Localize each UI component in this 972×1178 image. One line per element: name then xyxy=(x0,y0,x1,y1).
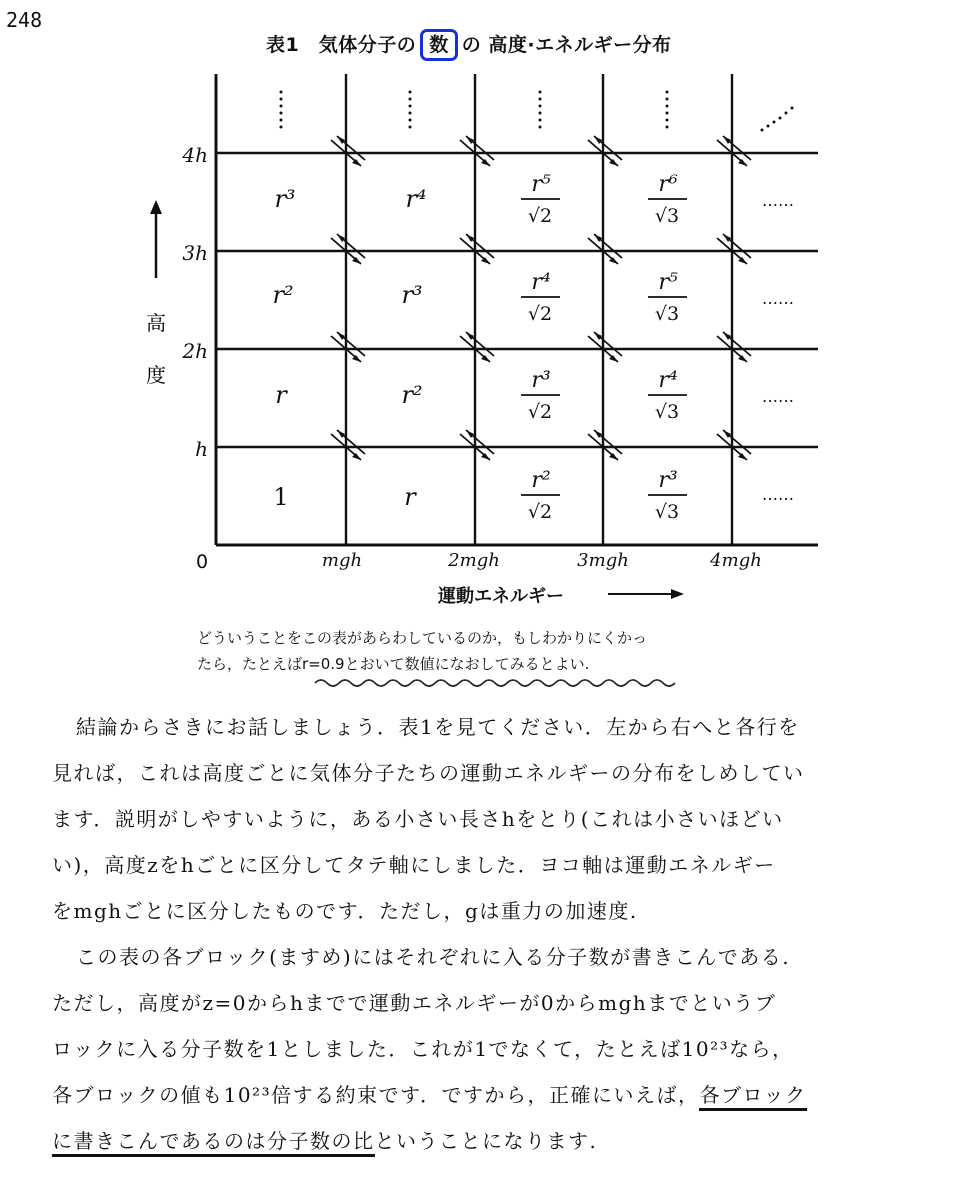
body-p2-line-4-text: 各ブロックの値も10²³倍する約束です．ですから，正確にいえば， xyxy=(52,1083,700,1107)
y-tick-4h: 4h xyxy=(182,143,208,167)
body-p1-line-4: い)，高度zをhごとに区分してタテ軸にしました．ヨコ軸は運動エネルギー xyxy=(52,853,776,877)
body-p2-line-5 xyxy=(52,1118,922,1164)
continuation-dots-top xyxy=(280,91,794,132)
body-p2-line-2: ただし，高度がz=0からhまでで運動エネルギーが0からmghまでというブ xyxy=(52,991,777,1015)
caption-line-1: どういうことをこの表があらわしているのか，もしわかりにくかっ xyxy=(197,629,648,647)
cell-r2-c1: r² xyxy=(272,281,294,309)
x-tick-4mgh: 4mgh xyxy=(710,550,762,571)
cell-r3-c1: r³ xyxy=(274,185,296,213)
y-axis-label-char-2: 度 xyxy=(146,363,166,387)
cell-r0-c2: r xyxy=(404,483,416,511)
cell-r3-c3-den: √2 xyxy=(527,205,553,227)
body-p2-line-5-text: ということになります. xyxy=(374,1129,598,1153)
cell-r0-c4-den: √3 xyxy=(654,501,680,523)
cell-r2-c4-den: √3 xyxy=(654,303,680,325)
page-number: 248 xyxy=(6,8,43,32)
body-p2-line-4 xyxy=(52,1072,922,1118)
cell-r3-c2: r⁴ xyxy=(405,185,427,213)
cell-r2-c4-num: r⁵ xyxy=(658,270,678,295)
body-p2-line-3: ロックに入る分子数を1としました．これが1でなくて，たとえば10²³なら， xyxy=(52,1037,794,1061)
cell-r0-c1: 1 xyxy=(273,483,289,511)
wavy-underline xyxy=(313,675,685,691)
cell-r2-c3-den: √2 xyxy=(527,303,553,325)
cell-r1-c2: r² xyxy=(401,381,423,409)
y-tick-3h: 3h xyxy=(182,241,208,265)
cell-r3-c4-den: √3 xyxy=(654,205,680,227)
body-p1-line-3: ます．説明がしやすいように，ある小さい長さhをとり(これは小さいほどい xyxy=(52,807,784,831)
cell-r0-c4-num: r³ xyxy=(658,468,678,493)
cell-r1-c3-den: √2 xyxy=(527,401,553,423)
underlined-phrase-start: 各ブロック xyxy=(699,1083,806,1111)
y-tick-2h: 2h xyxy=(182,339,208,363)
cell-r0-c3-den: √2 xyxy=(527,501,553,523)
cell-r1-c4-den: √3 xyxy=(654,401,680,423)
body-p1-line-1: 結論からさきにお話しましょう．表1を見てください．左から右へと各行を xyxy=(76,715,800,739)
cell-r3-c5: …… xyxy=(762,191,794,210)
cell-r2-c3-num: r⁴ xyxy=(531,270,551,295)
cell-r1-c5: …… xyxy=(762,387,794,406)
cell-r0-c3-num: r² xyxy=(531,468,551,493)
cell-r1-c4-num: r⁴ xyxy=(658,368,678,393)
cell-r1-c3-num: r³ xyxy=(531,368,551,393)
underlined-phrase-end: に書きこんであるのは分子数の比 xyxy=(52,1129,375,1157)
cell-r0-c5: …… xyxy=(762,485,794,504)
x-tick-2mgh: 2mgh xyxy=(448,550,500,571)
figure-caption xyxy=(197,625,797,677)
cell-r1-c1: r xyxy=(275,381,287,409)
body-text xyxy=(52,704,922,1164)
x-axis-label: 運動エネルギー xyxy=(438,586,564,607)
caption-line-2: たら，たとえばr=0.9とおいて数値になおしてみるとよい. xyxy=(197,655,590,673)
body-p1-line-5: をmghごとに区分したものです．ただし，gは重力の加速度. xyxy=(52,899,638,923)
cell-r3-c4-num: r⁶ xyxy=(658,172,678,197)
x-tick-3mgh: 3mgh xyxy=(577,550,629,571)
body-p1-line-2: 見れば，これは高度ごとに気体分子たちの運動エネルギーの分布をしめしてい xyxy=(52,761,805,785)
cell-r2-c5: …… xyxy=(762,289,794,308)
x-tick-mgh: mgh xyxy=(321,550,363,571)
y-axis-label-char-1: 高 xyxy=(146,311,166,335)
y-tick-h: h xyxy=(195,437,208,461)
table-title-prefix: 表1 気体分子の xyxy=(266,34,417,56)
table-title-suffix: の 高度·エネルギー分布 xyxy=(461,34,672,56)
origin-label: 0 xyxy=(196,551,209,573)
body-p2-line-1: この表の各ブロック(ますめ)にはそれぞれに入る分子数が書きこんである. xyxy=(76,945,791,969)
cell-r2-c2: r³ xyxy=(401,281,423,309)
cell-r3-c3-num: r⁵ xyxy=(531,172,551,197)
highlighted-word-box: 数 xyxy=(420,29,458,61)
